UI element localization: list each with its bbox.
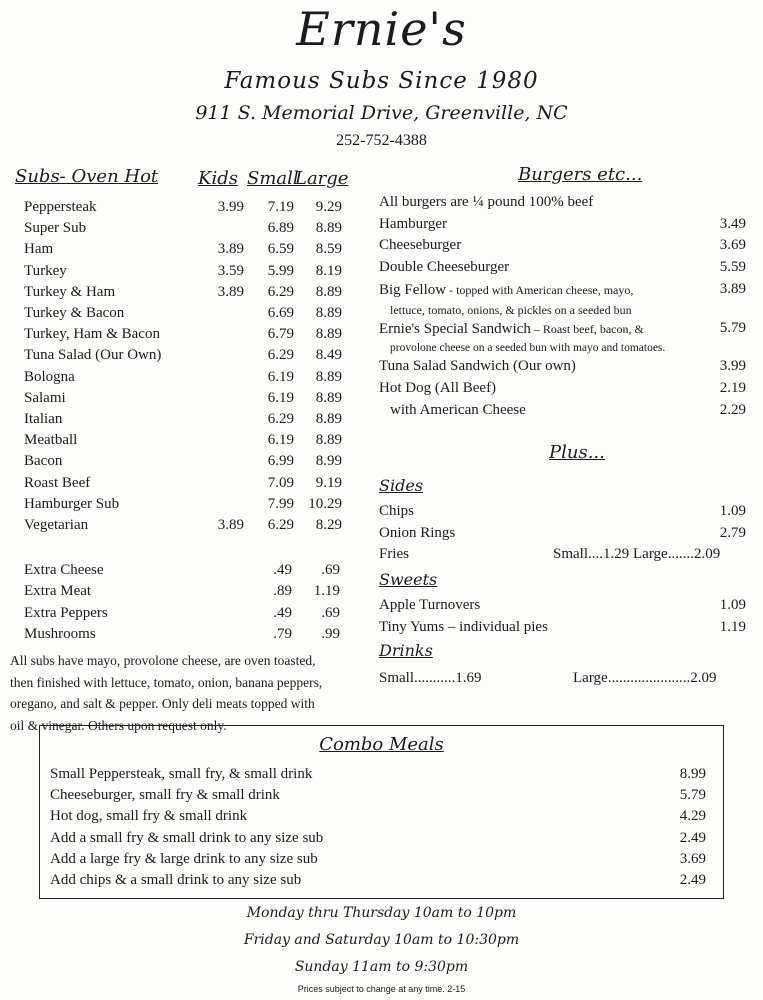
sub-price-small: 6.99	[267, 453, 294, 470]
sub-price-small: 6.89	[267, 220, 294, 237]
extra-price-small: .49	[273, 604, 292, 621]
combo-name: Hot dog, small fry & small drink	[50, 808, 248, 825]
drinks-heading: Drinks	[379, 641, 433, 660]
menu-item-name: Cheeseburger	[379, 237, 462, 253]
sub-name: Roast Beef	[24, 474, 91, 491]
extra-name: Extra Cheese	[24, 562, 104, 578]
combo-name: Cheeseburger, small fry & small drink	[50, 787, 280, 804]
special-sandwich-item	[379, 320, 644, 338]
fries-prices: Small....1.29 Large.......2.09	[553, 546, 721, 562]
sub-name: Super Sub	[24, 220, 87, 237]
sub-name: Turkey & Bacon	[24, 305, 125, 321]
sub-price-large: 8.49	[315, 347, 342, 364]
subs-note-line: All subs have mayo, provolone cheese, are oven toasted,	[10, 653, 316, 668]
combo-heading: Combo Meals	[319, 734, 444, 755]
extra-price-small: .49	[273, 562, 292, 578]
subs-note-line: then finished with lettuce, tomato, onion, banana peppers,	[10, 674, 323, 690]
combo-meals-box	[39, 725, 724, 899]
sub-name: Ham	[24, 241, 54, 258]
menu-item-price: 2.19	[719, 380, 746, 396]
combo-name: Add a small fry & small drink to any size sub	[50, 829, 324, 846]
sub-price-small: 6.29	[267, 411, 294, 427]
sub-price-kids: 3.89	[217, 517, 244, 533]
tagline: Famous Subs Since 1980	[224, 68, 539, 94]
menu-item-name: Hot Dog (All Beef)	[379, 380, 497, 396]
menu-item-desc: – Roast beef, bacon, &	[530, 322, 644, 336]
extra-price-large: .99	[321, 625, 340, 642]
hours-sunday: Sunday 11am to 9:30pm	[294, 959, 469, 975]
big-fellow-item	[379, 281, 633, 299]
sub-name: Meatball	[24, 432, 78, 449]
extra-price-large: .69	[321, 562, 340, 578]
sub-price-large: 8.19	[315, 262, 342, 279]
plus-heading: Plus...	[549, 442, 605, 463]
menu-item-desc: - topped with American cheese, mayo,	[446, 283, 634, 297]
hours-weekday: Monday thru Thursday 10am to 10pm	[246, 905, 517, 921]
menu-item-name: Chips	[379, 503, 415, 519]
menu-item-price: 1.19	[719, 619, 746, 635]
menu-item-price: 1.09	[719, 597, 746, 613]
sub-price-large: 8.89	[315, 283, 342, 300]
sub-price-small: 7.19	[267, 199, 294, 215]
sub-price-kids: 3.99	[217, 199, 244, 215]
menu-item-price: 3.49	[719, 216, 746, 232]
subs-note-line: oregano, and salt & pepper. Only deli meats topped with	[10, 696, 315, 711]
sub-name: Tuna Salad (Our Own)	[24, 347, 162, 364]
subs-heading: Subs- Oven Hot	[15, 166, 159, 187]
sides-heading: Sides	[379, 476, 423, 495]
sub-price-large: 8.59	[315, 241, 342, 258]
extra-price-small: .79	[273, 625, 292, 642]
sub-price-large: 8.89	[315, 389, 342, 406]
burgers-intro: All burgers are ¼ pound 100% beef	[379, 194, 594, 210]
menu-item-name: Fries	[379, 546, 409, 562]
restaurant-name: Ernie's	[296, 2, 467, 56]
sub-price-large: 8.99	[315, 453, 342, 470]
extra-name: Extra Peppers	[24, 604, 108, 621]
drink-small: Small...........1.69	[379, 670, 482, 686]
sub-price-large: 8.89	[315, 326, 342, 343]
sub-price-kids: 3.89	[217, 241, 244, 258]
sub-price-small: 6.19	[267, 368, 294, 385]
sub-price-kids: 3.59	[217, 262, 244, 279]
sub-price-small: 6.29	[267, 347, 294, 364]
sub-price-large: 10.29	[308, 495, 342, 512]
menu-item-name: Tuna Salad Sandwich (Our own)	[379, 358, 576, 374]
sub-name: Italian	[24, 411, 63, 427]
sub-price-small: 7.09	[267, 474, 294, 491]
col-large-header: Large	[295, 168, 349, 189]
combo-price: 3.69	[679, 850, 706, 867]
menu-item-name: Big Fellow	[379, 282, 447, 298]
sub-price-small: 5.99	[267, 262, 294, 279]
menu-item-desc: lettuce, tomato, onions, & pickles on a seeded bun	[390, 303, 632, 317]
combo-name: Small Peppersteak, small fry, & small drink	[50, 766, 313, 782]
sub-name: Hamburger Sub	[24, 495, 120, 512]
menu-item-name: Tiny Yums – individual pies	[379, 619, 548, 635]
hours-fri-sat: Friday and Saturday 10am to 10:30pm	[243, 932, 520, 948]
prices-note: Prices subject to change at any time. 2-15	[297, 984, 466, 994]
sub-price-small: 6.19	[267, 432, 294, 449]
menu-item-name: Ernie's Special Sandwich	[379, 321, 531, 337]
sub-name: Turkey	[24, 262, 67, 279]
menu-item-name: Apple Turnovers	[379, 597, 481, 613]
combo-price: 2.49	[679, 829, 706, 846]
extra-name: Extra Meat	[24, 583, 92, 600]
menu-item-price: 2.79	[719, 525, 746, 541]
sub-price-small: 6.79	[267, 326, 294, 343]
sub-name: Bacon	[24, 453, 63, 470]
extra-price-large: 1.19	[313, 583, 340, 600]
sub-name: Salami	[24, 389, 66, 406]
menu-item-price: 1.09	[719, 503, 746, 519]
menu-item-name: Onion Rings	[379, 525, 456, 541]
menu-item-price: 2.29	[719, 402, 746, 418]
sub-name: Bologna	[24, 368, 75, 385]
extra-price-large: .69	[321, 604, 340, 621]
sub-price-small: 6.19	[267, 389, 294, 406]
address: 911 S. Memorial Drive, Greenville, NC	[195, 102, 568, 124]
sweets-heading: Sweets	[379, 570, 438, 589]
sub-price-large: 8.89	[315, 411, 342, 427]
menu-item-price: 3.99	[719, 358, 746, 374]
col-small-header: Small	[247, 168, 299, 189]
menu-item-price: 5.59	[719, 259, 746, 275]
sub-price-large: 8.89	[315, 368, 342, 385]
phone-number: 252-752-4388	[336, 132, 427, 149]
sub-price-large: 8.89	[315, 220, 342, 237]
sub-price-large: 9.29	[315, 199, 342, 215]
sub-name: Turkey, Ham & Bacon	[24, 326, 160, 343]
menu-item-price: 5.79	[719, 320, 746, 336]
sub-price-large: 9.19	[315, 474, 342, 491]
burgers-heading: Burgers etc...	[518, 164, 643, 185]
sub-name: Turkey & Ham	[24, 283, 116, 300]
sub-price-small: 6.29	[267, 283, 294, 300]
menu-item-desc: provolone cheese on a seeded bun with mayo and tomatoes.	[390, 342, 666, 354]
sub-price-large: 8.89	[315, 305, 342, 321]
sub-price-small: 6.59	[267, 241, 294, 258]
menu-item-name: Double Cheeseburger	[379, 259, 510, 275]
sub-price-small: 7.99	[267, 495, 294, 512]
sub-name: Vegetarian	[24, 517, 89, 533]
subs-note	[10, 650, 322, 736]
combo-name: Add chips & a small drink to any size sub	[50, 872, 302, 888]
sub-price-large: 8.89	[315, 432, 342, 449]
combo-price: 4.29	[679, 808, 706, 825]
sub-price-small: 6.69	[267, 305, 294, 321]
sub-price-small: 6.29	[267, 517, 294, 533]
combo-price: 8.99	[679, 766, 706, 782]
sub-price-kids: 3.89	[217, 283, 244, 300]
menu-item-price: 3.89	[719, 281, 746, 297]
menu-item-price: 3.69	[719, 237, 746, 253]
drink-large: Large......................2.09	[573, 670, 717, 686]
extra-price-small: .89	[273, 583, 292, 600]
combo-price: 5.79	[679, 787, 706, 804]
col-kids-header: Kids	[198, 168, 238, 189]
sub-price-large: 8.29	[315, 517, 342, 533]
sub-name: Peppersteak	[24, 199, 97, 215]
menu-item-name: Hamburger	[379, 216, 448, 232]
combo-price: 2.49	[679, 872, 706, 888]
menu-item-name: with American Cheese	[390, 402, 526, 418]
subs-note-line: oil & vinegar. Others upon request only.	[10, 717, 227, 733]
extra-name: Mushrooms	[24, 625, 96, 642]
combo-name: Add a large fry & large drink to any size sub	[50, 850, 318, 867]
